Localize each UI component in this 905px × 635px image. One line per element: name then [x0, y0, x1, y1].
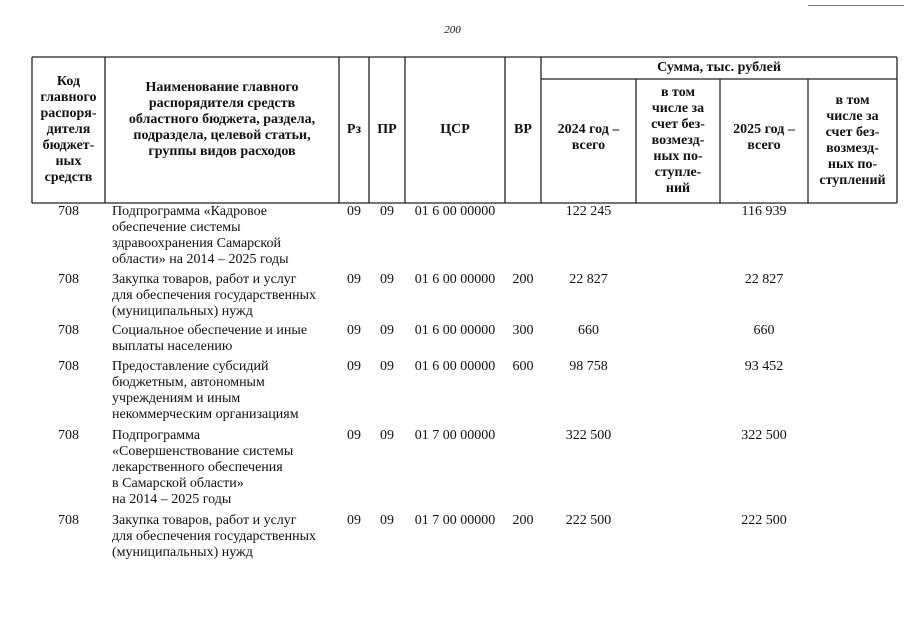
row-code: 708 [58, 513, 79, 528]
row-csr: 01 6 00 00000 [414, 272, 496, 287]
row-2025-total: 222 500 [741, 513, 787, 528]
row-vr: 300 [512, 323, 534, 338]
row-pr: 09 [380, 428, 394, 443]
row-csr: 01 6 00 00000 [414, 204, 496, 219]
page-number: 200 [444, 24, 461, 36]
header-2025-gratuitous: в том числе за счет без- возмезд- ных по- ступлений [819, 93, 886, 188]
row-code: 708 [58, 272, 79, 287]
row-csr: 01 6 00 00000 [414, 323, 496, 338]
header-code: Код главного распоря- дителя бюджет- ных средств [40, 74, 97, 185]
header-2024-gratuitous: в том числе за счет без- возмезд- ных по- ступле- ний [651, 85, 705, 196]
row-2025-total: 93 452 [744, 359, 784, 374]
row-vr: 200 [512, 272, 534, 287]
row-2024-total: 122 245 [565, 204, 612, 219]
row-rz: 09 [347, 359, 361, 374]
row-2024-total: 660 [578, 323, 599, 338]
row-name: Подпрограмма «Совершенствование системы лекарственного обеспечения в Самарской области» на 2014 – 2025 годы [112, 428, 294, 507]
row-pr: 09 [380, 272, 394, 287]
row-2025-total: 116 939 [741, 204, 787, 219]
row-2024-total: 98 758 [569, 359, 608, 374]
row-rz: 09 [347, 428, 361, 443]
row-code: 708 [58, 204, 79, 219]
row-pr: 09 [380, 359, 394, 374]
row-2025-total: 660 [753, 323, 775, 338]
row-pr: 09 [380, 323, 394, 338]
row-rz: 09 [347, 513, 361, 528]
header-vr: ВР [514, 122, 532, 137]
header-name: Наименование главного распорядителя средств областного бюджета, раздела, подраздела, целевой статьи, группы видов расходов [128, 80, 316, 159]
row-2024-total: 222 500 [565, 513, 612, 528]
row-2025-total: 322 500 [741, 428, 787, 443]
row-code: 708 [58, 323, 79, 338]
row-csr: 01 7 00 00000 [414, 513, 496, 528]
row-vr: 600 [512, 359, 534, 374]
row-name: Социальное обеспечение и иные выплаты населению [112, 323, 308, 354]
header-2024-total: 2024 год – всего [557, 122, 620, 153]
row-name: Закупка товаров, работ и услуг для обеспечения государственных (муниципальных) нужд [112, 272, 316, 319]
row-2025-total: 22 827 [744, 272, 784, 287]
row-pr: 09 [380, 513, 394, 528]
row-name: Закупка товаров, работ и услуг для обеспечения государственных (муниципальных) нужд [112, 513, 316, 560]
header-2025-total: 2025 год – всего [733, 122, 795, 153]
header-pr: ПР [377, 122, 397, 137]
row-csr: 01 6 00 00000 [414, 359, 496, 374]
row-2024-total: 22 827 [569, 272, 608, 287]
row-name: Предоставление субсидий бюджетным, автономным учреждениям и иным некоммерческим организациям [112, 359, 299, 422]
row-rz: 09 [347, 204, 361, 219]
row-2024-total: 322 500 [565, 428, 612, 443]
row-csr: 01 7 00 00000 [414, 428, 496, 443]
row-rz: 09 [347, 272, 361, 287]
row-code: 708 [58, 359, 79, 374]
header-rz: Рз [346, 122, 362, 137]
header-sum: Сумма, тыс. рублей [657, 60, 781, 75]
row-rz: 09 [347, 323, 361, 338]
row-vr: 200 [512, 513, 534, 528]
row-name: Подпрограмма «Кадровое обеспечение системы здравоохранения Самарской области» на 2014 – 2025 годы [112, 204, 289, 267]
row-pr: 09 [380, 204, 394, 219]
row-code: 708 [58, 428, 79, 443]
header-csr: ЦСР [440, 122, 470, 137]
